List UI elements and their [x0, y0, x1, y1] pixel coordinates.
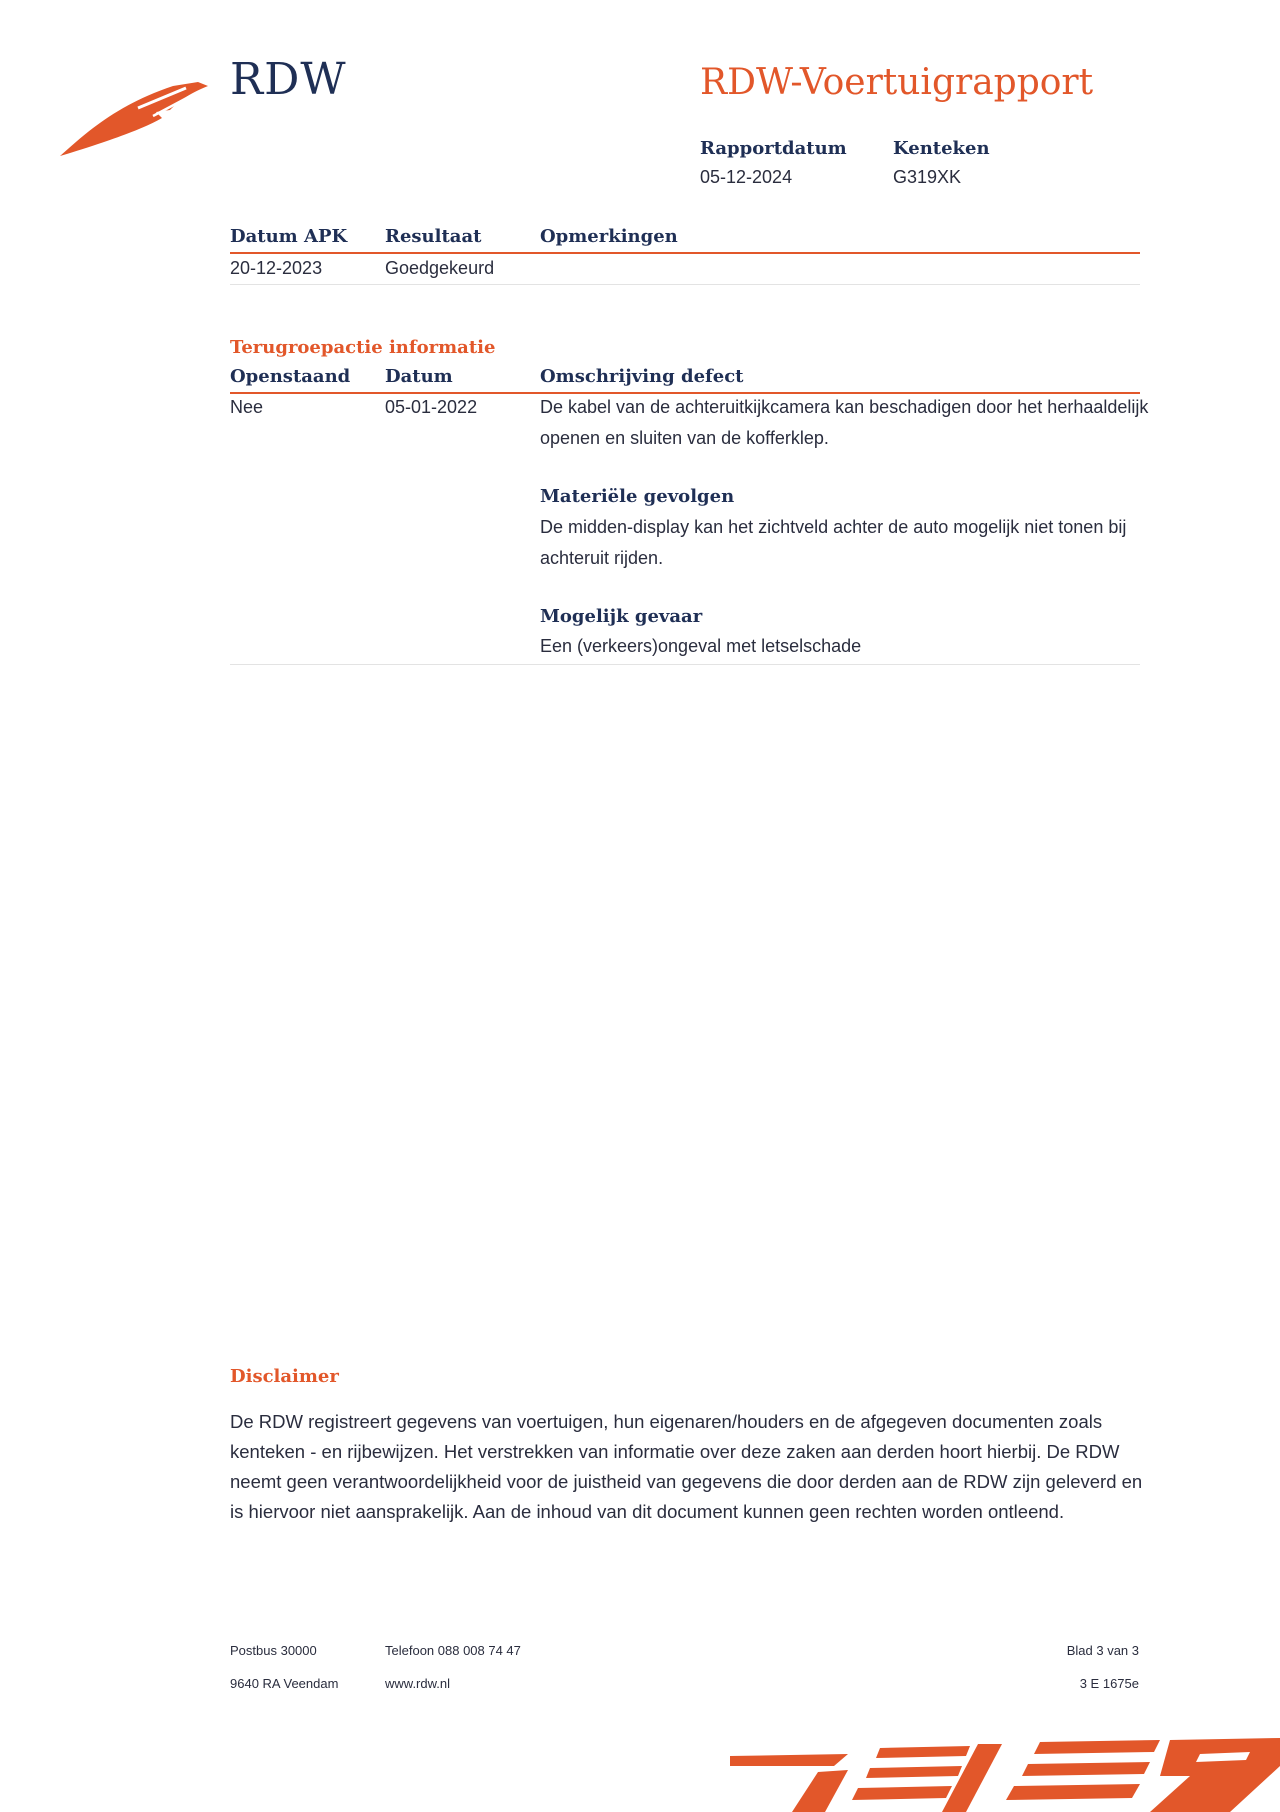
disclaimer-text: De RDW registreert gegevens van voertuigen, hun eigenaren/houders en de afgegeven documenten zoals kenteken - en rijbewijzen. Het verstrekken van informatie over deze zaken aan derden hoort hierbij. De RDW neemt geen verantwoordelijkheid voor de juistheid van gegevens die door derden aan de RDW zijn geleverd en is hiervoor niet aansprakelijk. Aan de inhoud van dit document kunnen geen rechten worden ontleend. [230, 1411, 1143, 1522]
report-date-label: Rapportdatum [700, 138, 847, 159]
apk-row-rule [230, 284, 1140, 285]
rdw-feather-logo-icon [58, 78, 208, 158]
apk-header-rule [230, 252, 1140, 254]
recall-header-datum: Datum [385, 366, 453, 387]
apk-cell-datum: 20-12-2023 [230, 258, 323, 278]
plate-value: G319XK [893, 167, 962, 187]
recall-gevolgen-text: De midden-display kan het zichtveld achter de auto mogelijk niet tonen bij achteruit rijden. [540, 517, 1127, 568]
recall-openstaand: Nee [230, 397, 264, 417]
report-date-value: 05-12-2024 [700, 167, 793, 187]
brand-name: RDW [230, 54, 347, 105]
recall-datum: 05-01-2022 [385, 397, 478, 417]
recall-gevaar-text: Een (verkeers)ongeval met letselschade [540, 636, 862, 656]
footer-website: www.rdw.nl [385, 1676, 451, 1691]
apk-header-resultaat: Resultaat [385, 226, 482, 247]
recall-section-title: Terugroepactie informatie [230, 337, 496, 358]
footer-phone: Telefoon 088 008 74 47 [385, 1643, 521, 1658]
recall-header-omschrijving: Omschrijving defect [540, 366, 744, 387]
apk-header-datum: Datum APK [230, 226, 348, 247]
disclaimer-title: Disclaimer [230, 1366, 339, 1387]
report-title: RDW-Voertuigrapport [700, 62, 1094, 103]
recall-row-rule [230, 664, 1140, 665]
recall-header-openstaand: Openstaand [230, 366, 351, 387]
plate-label: Kenteken [893, 138, 990, 159]
footer-postbus: Postbus 30000 [230, 1643, 317, 1658]
rdw-stripes-decoration-icon [730, 1736, 1280, 1812]
footer-city: 9640 RA Veendam [230, 1676, 339, 1691]
recall-omschrijving: De kabel van de achteruitkijkcamera kan beschadigen door het herhaaldelijk openen en sluiten van de kofferklep. [540, 397, 1149, 448]
recall-gevolgen-label: Materiële gevolgen [540, 486, 735, 507]
apk-header-opmerkingen: Opmerkingen [540, 226, 678, 247]
apk-cell-resultaat: Goedgekeurd [385, 258, 495, 278]
recall-gevaar-label: Mogelijk gevaar [540, 606, 703, 627]
footer-code: 3 E 1675e [1079, 1676, 1139, 1691]
footer-page: Blad 3 van 3 [1066, 1643, 1139, 1658]
